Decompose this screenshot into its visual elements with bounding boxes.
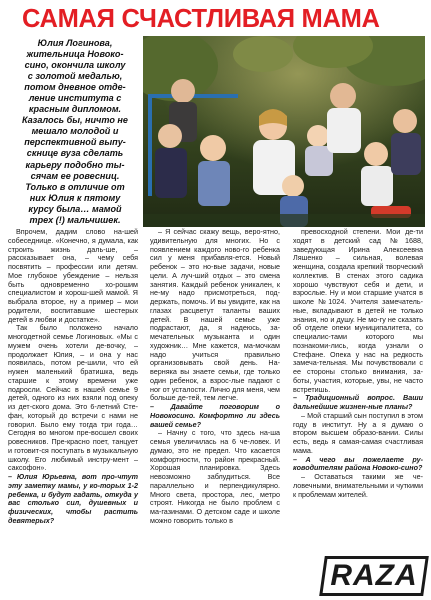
article-paragraph: – Я сейчас скажу вещь, веро-ятно, удивительную для многих. Но с появлением каждого ново-го ребенка сил у меня прибавля-ется. Новый ребенок – это но-вые задачи, новые цели. А луч-ший отдых – это смена занятия. Каждый ребенок уникален, к не-му надо присмотреться, под-держать, помочь. И вы увидите, как на глазах расцветут таланты ваших детей. В нашей семье уже подрастают, да, я надеюсь, за-мечательных музыканта и один художник… Мне кажется, ма-мочкам надо учиться правильно организовывать свой день. На-верняка вы знаете семьи, где только один ребенок, а взрос-лые падают с ног от усталости. Лично для меня, чем больше де-тей, тем легче. <box>150 227 280 403</box>
lead-line: потом дневное отде- <box>24 82 126 93</box>
lead-paragraph <box>8 38 142 226</box>
logo-text: RAZA <box>330 559 418 592</box>
lead-line: карьеру подобно ты- <box>25 159 125 170</box>
lead-line: жительница Новоко- <box>26 49 124 60</box>
lead-line: Юлия Логинова, <box>37 38 113 48</box>
lead-line: скнице вуза сделать <box>26 148 124 159</box>
interview-question: – Традиционный вопрос. Ваши дальнейшие жизнен-ные планы? <box>293 393 423 411</box>
family-photo <box>143 36 425 227</box>
lead-line: Казалось бы, ничто не <box>22 115 128 126</box>
article-paragraph: Впрочем, дадим слово на-шей собеседнице. «Конечно, я думала, как строить жизнь даль-ше, – рассказывает она, – чему себя посвятить – профессии или детям. Мое глубокое убеждение – нельзя быть одновременно хо-рошим специалистом и хорош-шей мамой. Я выбрала второе, ну а пример – мои родители, воспитавшие шестерых детей в любви и достатке». <box>8 227 138 324</box>
article-column-3 <box>293 228 423 499</box>
lead-line: трех (!) мальчишек. <box>29 214 121 225</box>
article-paragraph: – Оставаться такими же че-ловечными, внимательными и чуткими к проблемам жителей. <box>293 472 423 499</box>
lead-line: красным дипломом. <box>28 104 122 115</box>
lead-line: перспективной выпу- <box>24 137 126 148</box>
lead-line: мешало молодой и <box>31 126 119 137</box>
article-paragraph: превосходной степени. Мои де-ти ходят в детский сад №1688, заведующая Ирина Алексеевна Ляшенко – сильная, волевая женщина, создала крепкий творческий коллектив. В стенах этого садика хорошо чувствуют себя и дети, и взрослые. Ну и мои старшие учатся в школе №1024. Учителя замечатель-ные, вкладывают в детей не только знания, но и душу. Не мо-гу не сказать об отделе опеки муниципалитета, со специалис-тами которого мы познакоми-лись, когда узнали о Стефане. Опека у нас на редкость замеча-тельная. Мы почувствовали с ее стороны столько внимания, за-боты, участия, которые, увы, не часто встретишь. <box>293 227 423 394</box>
article-paragraph: Так было положено начало многодетной семье Логиновых. «Мы с мужем очень хотели де-вочку, – продолжает Юлия, – и она у нас появилась, потом ре-шили, что ей нужен маленький братишка, ведь старшие к этому времени уже подросли. Сейчас в нашей семье 9 детей, одного из них взяли под опеку из дет-ского дома. Это 6-летний Сте-фан, который до встречи с нами не говорил. Было ему тогда три года… Сегодня во многом пре-восшел своих ровесников. Пре-красно поет, танцует и готовит-ся поступать в музыкальную школу. Его любимый инстру-мент – саксофон». <box>8 323 138 473</box>
lead-line: с золотой медалью, <box>27 71 123 82</box>
lead-line: курсу была… мамой <box>28 203 122 214</box>
article-column-2 <box>150 228 280 526</box>
raza-logo <box>322 556 426 596</box>
lead-line: ление института с <box>28 93 122 104</box>
article-paragraph: – Мой старший сын поступил в этом году в институт. Ну а я думаю о втором высшем образо-вании. Силы есть, ведь я самая-самая счастливая мама. <box>293 410 423 455</box>
lead-line: сино, окончила школу <box>24 60 126 71</box>
article-paragraph: – Начну с того, что здесь на-ша семья увеличилась на 6 че-ловек. И думаю, это не предел. Что касается комфортности, то район прекрасный. Хорошая планировка. Здесь невозможно заблудиться. Все параллельно и перпендикулярно. Много света, простора, лес, метро строят. Никогда не было проблем с ма-газинами. О детском саде и школе можно говорить только в <box>150 428 280 525</box>
interview-question: – Давайте поговорим о Новокосино. Комфортно ли здесь вашей семье? <box>150 402 280 429</box>
lead-line: Только в отличие от <box>25 181 125 192</box>
article-column-1 <box>8 228 138 526</box>
article-body <box>8 228 425 550</box>
interview-question: – А чего вы пожелаете ру-ководителям района Новоко-сино? <box>293 454 423 473</box>
interview-question: – Юлия Юрьевна, вот про-чтут эту заметку мамы, у ко-торых 1-2 ребенка, и будут гадать, откуда у вас столько сил, душевных и физических, чтобы растить девятерых? <box>8 472 138 525</box>
lead-line: них Юлия к пятому <box>29 192 121 203</box>
article-title: САМАЯ СЧАСТЛИВАЯ МАМА <box>22 5 380 33</box>
lead-line: сячам ее ровесниц. <box>30 170 120 181</box>
